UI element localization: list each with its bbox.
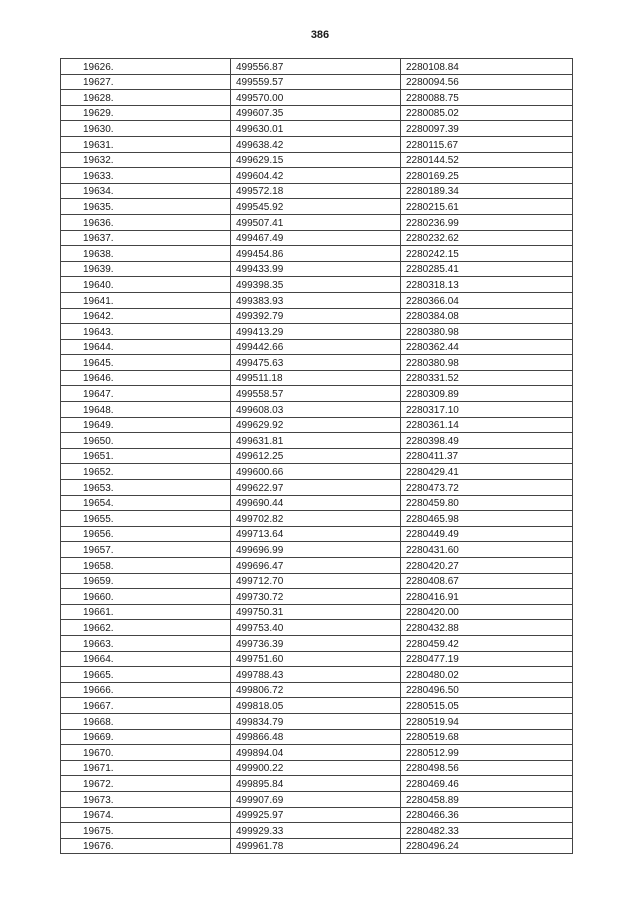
table-row [61, 417, 573, 433]
y-coordinate-cell: 2280469.46 [401, 776, 573, 792]
point-number-cell: 19628. [61, 90, 231, 106]
x-coordinate-cell: 499900.22 [231, 760, 401, 776]
x-coordinate-cell: 499558.57 [231, 386, 401, 402]
table-row [61, 168, 573, 184]
point-number-cell: 19675. [61, 823, 231, 839]
point-number-cell: 19644. [61, 339, 231, 355]
x-coordinate-cell: 499612.25 [231, 448, 401, 464]
table-row [61, 651, 573, 667]
point-number-cell: 19631. [61, 136, 231, 152]
point-number-cell: 19654. [61, 495, 231, 511]
point-number-cell: 19629. [61, 105, 231, 121]
y-coordinate-cell: 2280097.39 [401, 121, 573, 137]
x-coordinate-cell: 499545.92 [231, 199, 401, 215]
y-coordinate-cell: 2280236.99 [401, 214, 573, 230]
point-number-cell: 19638. [61, 246, 231, 262]
y-coordinate-cell: 2280331.52 [401, 370, 573, 386]
table-row [61, 246, 573, 262]
table-row [61, 448, 573, 464]
x-coordinate-cell: 499834.79 [231, 713, 401, 729]
point-number-cell: 19645. [61, 355, 231, 371]
table-row [61, 573, 573, 589]
x-coordinate-cell: 499572.18 [231, 183, 401, 199]
y-coordinate-cell: 2280459.42 [401, 635, 573, 651]
y-coordinate-cell: 2280108.84 [401, 59, 573, 75]
x-coordinate-cell: 499806.72 [231, 682, 401, 698]
y-coordinate-cell: 2280515.05 [401, 698, 573, 714]
point-number-cell: 19627. [61, 74, 231, 90]
y-coordinate-cell: 2280215.61 [401, 199, 573, 215]
point-number-cell: 19670. [61, 745, 231, 761]
y-coordinate-cell: 2280477.19 [401, 651, 573, 667]
point-number-cell: 19662. [61, 620, 231, 636]
point-number-cell: 19668. [61, 713, 231, 729]
x-coordinate-cell: 499622.97 [231, 480, 401, 496]
point-number-cell: 19646. [61, 370, 231, 386]
page-number: 386 [310, 29, 330, 41]
point-number-cell: 19650. [61, 433, 231, 449]
y-coordinate-cell: 2280285.41 [401, 261, 573, 277]
y-coordinate-cell: 2280498.56 [401, 760, 573, 776]
y-coordinate-cell: 2280429.41 [401, 464, 573, 480]
x-coordinate-cell: 499604.42 [231, 168, 401, 184]
y-coordinate-cell: 2280482.33 [401, 823, 573, 839]
x-coordinate-cell: 499736.39 [231, 635, 401, 651]
point-number-cell: 19651. [61, 448, 231, 464]
x-coordinate-cell: 499559.57 [231, 74, 401, 90]
table-row [61, 604, 573, 620]
x-coordinate-cell: 499690.44 [231, 495, 401, 511]
point-number-cell: 19648. [61, 402, 231, 418]
table-row [61, 838, 573, 854]
point-number-cell: 19660. [61, 589, 231, 605]
y-coordinate-cell: 2280519.94 [401, 713, 573, 729]
x-coordinate-cell: 499866.48 [231, 729, 401, 745]
point-number-cell: 19630. [61, 121, 231, 137]
point-number-cell: 19667. [61, 698, 231, 714]
y-coordinate-cell: 2280431.60 [401, 542, 573, 558]
point-number-cell: 19674. [61, 807, 231, 823]
y-coordinate-cell: 2280512.99 [401, 745, 573, 761]
y-coordinate-cell: 2280189.34 [401, 183, 573, 199]
table-row [61, 230, 573, 246]
table-row [61, 745, 573, 761]
table-row [61, 292, 573, 308]
y-coordinate-cell: 2280416.91 [401, 589, 573, 605]
x-coordinate-cell: 499629.92 [231, 417, 401, 433]
y-coordinate-cell: 2280115.67 [401, 136, 573, 152]
y-coordinate-cell: 2280242.15 [401, 246, 573, 262]
point-number-cell: 19656. [61, 526, 231, 542]
table-row [61, 74, 573, 90]
x-coordinate-cell: 499398.35 [231, 277, 401, 293]
x-coordinate-cell: 499413.29 [231, 324, 401, 340]
point-number-cell: 19666. [61, 682, 231, 698]
table-row [61, 183, 573, 199]
table-row [61, 635, 573, 651]
point-number-cell: 19661. [61, 604, 231, 620]
x-coordinate-cell: 499895.84 [231, 776, 401, 792]
table-row [61, 121, 573, 137]
y-coordinate-cell: 2280380.98 [401, 355, 573, 371]
x-coordinate-cell: 499467.49 [231, 230, 401, 246]
x-coordinate-cell: 499751.60 [231, 651, 401, 667]
y-coordinate-cell: 2280480.02 [401, 667, 573, 683]
y-coordinate-cell: 2280169.25 [401, 168, 573, 184]
y-coordinate-cell: 2280398.49 [401, 433, 573, 449]
table-row [61, 667, 573, 683]
y-coordinate-cell: 2280449.49 [401, 526, 573, 542]
y-coordinate-cell: 2280466.36 [401, 807, 573, 823]
point-number-cell: 19640. [61, 277, 231, 293]
x-coordinate-cell: 499556.87 [231, 59, 401, 75]
y-coordinate-cell: 2280411.37 [401, 448, 573, 464]
table-row [61, 526, 573, 542]
point-number-cell: 19637. [61, 230, 231, 246]
y-coordinate-cell: 2280496.24 [401, 838, 573, 854]
point-number-cell: 19672. [61, 776, 231, 792]
table-row [61, 277, 573, 293]
x-coordinate-cell: 499600.66 [231, 464, 401, 480]
y-coordinate-cell: 2280318.13 [401, 277, 573, 293]
x-coordinate-cell: 499507.41 [231, 214, 401, 230]
point-number-cell: 19673. [61, 791, 231, 807]
point-number-cell: 19657. [61, 542, 231, 558]
table-row [61, 807, 573, 823]
x-coordinate-cell: 499454.86 [231, 246, 401, 262]
y-coordinate-cell: 2280420.00 [401, 604, 573, 620]
point-number-cell: 19649. [61, 417, 231, 433]
point-number-cell: 19643. [61, 324, 231, 340]
y-coordinate-cell: 2280408.67 [401, 573, 573, 589]
x-coordinate-cell: 499511.18 [231, 370, 401, 386]
point-number-cell: 19659. [61, 573, 231, 589]
y-coordinate-cell: 2280420.27 [401, 558, 573, 574]
table-row [61, 698, 573, 714]
y-coordinate-cell: 2280362.44 [401, 339, 573, 355]
point-number-cell: 19632. [61, 152, 231, 168]
point-number-cell: 19658. [61, 558, 231, 574]
point-number-cell: 19641. [61, 292, 231, 308]
y-coordinate-cell: 2280465.98 [401, 511, 573, 527]
y-coordinate-cell: 2280088.75 [401, 90, 573, 106]
x-coordinate-cell: 499638.42 [231, 136, 401, 152]
point-number-cell: 19671. [61, 760, 231, 776]
y-coordinate-cell: 2280496.50 [401, 682, 573, 698]
point-number-cell: 19635. [61, 199, 231, 215]
table-row [61, 433, 573, 449]
table-row [61, 760, 573, 776]
table-row [61, 59, 573, 75]
x-coordinate-cell: 499383.93 [231, 292, 401, 308]
point-number-cell: 19626. [61, 59, 231, 75]
point-number-cell: 19633. [61, 168, 231, 184]
y-coordinate-cell: 2280384.08 [401, 308, 573, 324]
point-number-cell: 19653. [61, 480, 231, 496]
table-row [61, 558, 573, 574]
point-number-cell: 19655. [61, 511, 231, 527]
table-row [61, 682, 573, 698]
point-number-cell: 19663. [61, 635, 231, 651]
y-coordinate-cell: 2280473.72 [401, 480, 573, 496]
x-coordinate-cell: 499442.66 [231, 339, 401, 355]
x-coordinate-cell: 499702.82 [231, 511, 401, 527]
table-row [61, 386, 573, 402]
y-coordinate-cell: 2280361.14 [401, 417, 573, 433]
x-coordinate-cell: 499570.00 [231, 90, 401, 106]
table-row [61, 308, 573, 324]
table-row [61, 791, 573, 807]
point-number-cell: 19647. [61, 386, 231, 402]
y-coordinate-cell: 2280317.10 [401, 402, 573, 418]
x-coordinate-cell: 499712.70 [231, 573, 401, 589]
x-coordinate-cell: 499730.72 [231, 589, 401, 605]
table-row [61, 370, 573, 386]
point-number-cell: 19652. [61, 464, 231, 480]
table-row [61, 152, 573, 168]
x-coordinate-cell: 499630.01 [231, 121, 401, 137]
x-coordinate-cell: 499713.64 [231, 526, 401, 542]
table-row [61, 90, 573, 106]
y-coordinate-cell: 2280432.88 [401, 620, 573, 636]
x-coordinate-cell: 499631.81 [231, 433, 401, 449]
y-coordinate-cell: 2280085.02 [401, 105, 573, 121]
x-coordinate-cell: 499392.79 [231, 308, 401, 324]
table-row [61, 355, 573, 371]
table-row [61, 136, 573, 152]
x-coordinate-cell: 499608.03 [231, 402, 401, 418]
y-coordinate-cell: 2280232.62 [401, 230, 573, 246]
table-row [61, 776, 573, 792]
table-row [61, 823, 573, 839]
point-number-cell: 19676. [61, 838, 231, 854]
x-coordinate-cell: 499788.43 [231, 667, 401, 683]
x-coordinate-cell: 499925.97 [231, 807, 401, 823]
y-coordinate-cell: 2280144.52 [401, 152, 573, 168]
y-coordinate-cell: 2280366.04 [401, 292, 573, 308]
table-row [61, 339, 573, 355]
x-coordinate-cell: 499894.04 [231, 745, 401, 761]
y-coordinate-cell: 2280458.89 [401, 791, 573, 807]
y-coordinate-cell: 2280094.56 [401, 74, 573, 90]
point-number-cell: 19669. [61, 729, 231, 745]
table-row [61, 495, 573, 511]
x-coordinate-cell: 499607.35 [231, 105, 401, 121]
table-row [61, 105, 573, 121]
table-row [61, 480, 573, 496]
x-coordinate-cell: 499696.99 [231, 542, 401, 558]
x-coordinate-cell: 499929.33 [231, 823, 401, 839]
point-number-cell: 19639. [61, 261, 231, 277]
table-row [61, 589, 573, 605]
table-row [61, 199, 573, 215]
x-coordinate-cell: 499907.69 [231, 791, 401, 807]
coordinates-table [60, 58, 573, 854]
table-row [61, 214, 573, 230]
table-row [61, 261, 573, 277]
y-coordinate-cell: 2280459.80 [401, 495, 573, 511]
point-number-cell: 19642. [61, 308, 231, 324]
y-coordinate-cell: 2280380.98 [401, 324, 573, 340]
x-coordinate-cell: 499475.63 [231, 355, 401, 371]
table-row [61, 464, 573, 480]
table-row [61, 511, 573, 527]
table-row [61, 324, 573, 340]
table-row [61, 402, 573, 418]
x-coordinate-cell: 499961.78 [231, 838, 401, 854]
x-coordinate-cell: 499696.47 [231, 558, 401, 574]
y-coordinate-cell: 2280309.89 [401, 386, 573, 402]
table-row [61, 620, 573, 636]
point-number-cell: 19634. [61, 183, 231, 199]
table-row [61, 542, 573, 558]
x-coordinate-cell: 499629.15 [231, 152, 401, 168]
point-number-cell: 19665. [61, 667, 231, 683]
x-coordinate-cell: 499750.31 [231, 604, 401, 620]
x-coordinate-cell: 499433.99 [231, 261, 401, 277]
point-number-cell: 19636. [61, 214, 231, 230]
table-row [61, 729, 573, 745]
x-coordinate-cell: 499818.05 [231, 698, 401, 714]
table-row [61, 713, 573, 729]
point-number-cell: 19664. [61, 651, 231, 667]
coordinates-table-body [61, 59, 573, 854]
x-coordinate-cell: 499753.40 [231, 620, 401, 636]
y-coordinate-cell: 2280519.68 [401, 729, 573, 745]
